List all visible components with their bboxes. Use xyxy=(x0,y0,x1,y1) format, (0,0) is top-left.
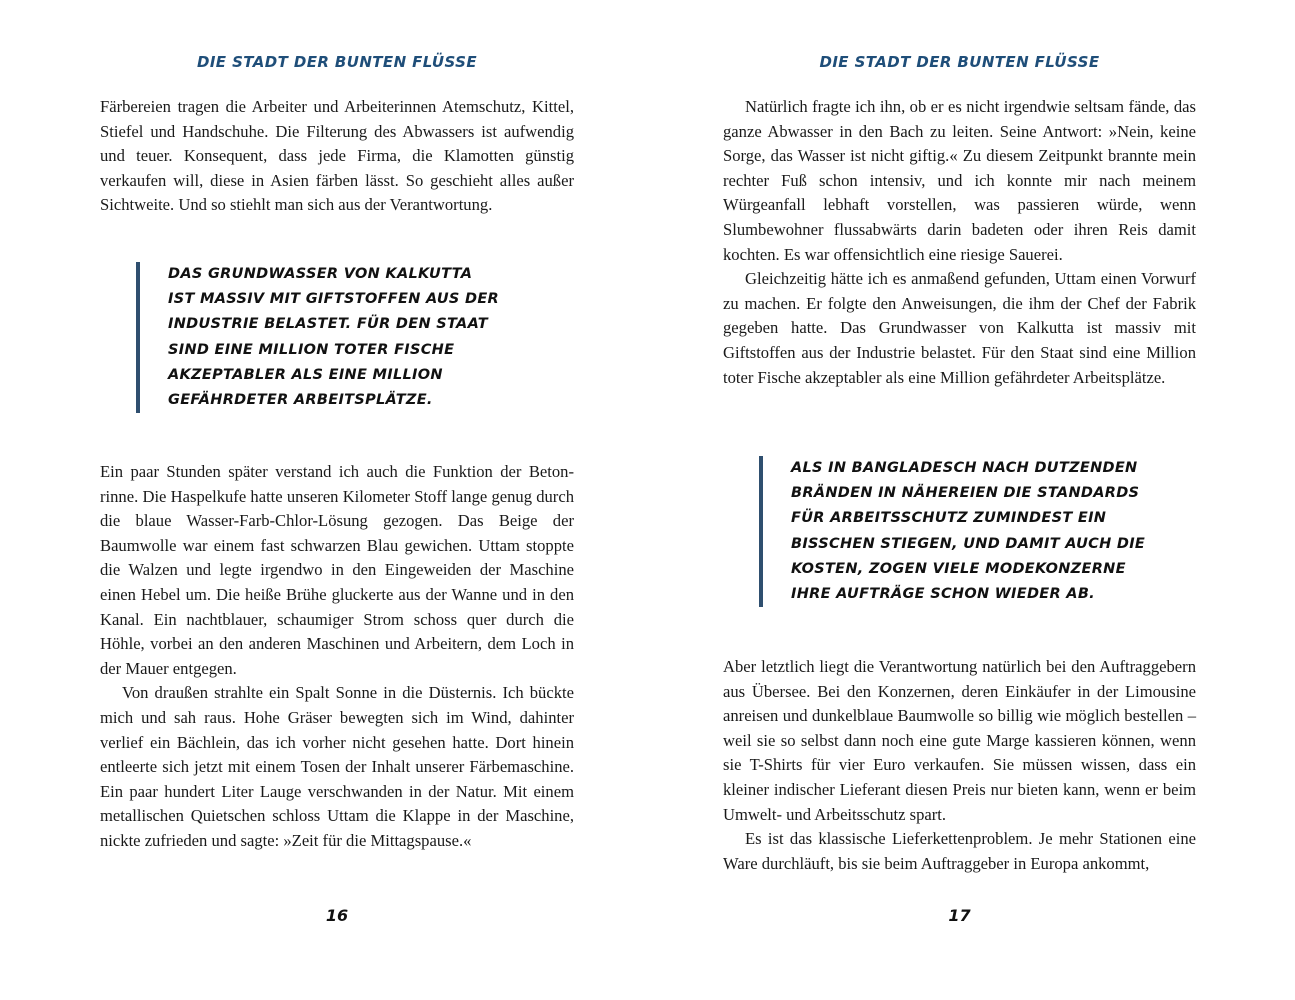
pullquote-line: SIND EINE MILLION TOTER FISCHE xyxy=(168,341,455,358)
pullquote-line: GEFÄHRDETER ARBEITSPLÄTZE. xyxy=(168,392,433,409)
right-pullquote xyxy=(759,456,1179,607)
right-page xyxy=(723,0,1196,1000)
pullquote-line: IHRE AUFTRÄGE SCHON WIEDER AB. xyxy=(791,586,1095,603)
left-main-text xyxy=(100,460,574,854)
pullquote-line: INDUSTRIE BELASTET. FÜR DEN STAAT xyxy=(168,316,488,333)
pullquote-line: DAS GRUNDWASSER VON KALKUTTA xyxy=(168,266,473,282)
pullquote-line: BRÄNDEN IN NÄHEREIEN DIE STANDARDS xyxy=(791,485,1140,502)
pullquote-line: AKZEPTABLER ALS EINE MILLION xyxy=(168,366,443,383)
page-number-right: 17 xyxy=(948,906,971,925)
running-head-right: DIE STADT DER BUNTEN FLÜSSE xyxy=(819,53,1100,71)
right-paragraph-1: Natürlich fragte ich ihn, ob er es nicht irgendwie seltsam fände, das ganze Abwasser in den Bach zu leiten. Seine Antwort: »Nein, keine Sorge, das Wasser ist nicht giftig.« Zu diesem Zeitpunkt brannte mein rechter Fuß schon intensiv, und ich konnte mir nach meinem Würgeanfall lebhaft vorstellen, was passieren würde, wenn Slumbewohner flussabwärts darin badeten oder ihren Reis damit kochten. Es war offensichtlich eine riesige Sauerei. xyxy=(723,97,1196,264)
right-top-text xyxy=(723,95,1196,390)
pullquote-line: BISSCHEN STIEGEN, UND DAMIT AUCH DIE xyxy=(791,535,1146,552)
pullquote-line: ALS IN BANGLADESCH NACH DUTZENDEN xyxy=(791,460,1138,476)
right-paragraph-3: Aber letztlich liegt die Verantwortung natürlich bei den Auftraggebern aus Übersee. Bei den Konzernen, deren Einkäufer in der Limousine anreisen und dunkelblaue Baumwolle so billig wie möglich bestellen – weil sie so selbst dann noch eine gute Marge kassieren können, wenn sie T-Shirts für vier Euro verkaufen. Sie müssen wissen, dass ein kleiner indischer Lieferant diesen Preis nur bieten kann, wenn er beim Umwelt- und Arbeitsschutz spart. xyxy=(723,657,1196,824)
left-paragraph-3: Von draußen strahlte ein Spalt Sonne in die Düsternis. Ich bückte mich und sah raus. Hohe Gräser bewegten sich im Wind, dahinter verlief ein Bächlein, das ich vorher nicht gesehen hatte. Dort hinein entleerte sich jetzt mit einem Tosen der Inhalt unserer Färbemaschine. Ein paar hundert Liter Lauge verschwanden in der Natur. Mit einem metallischen Quietschen schloss Uttam die Klappe in der Maschine, nickte zufrieden und sagte: »Zeit für die Mittagspause.« xyxy=(100,683,574,850)
left-paragraph-1: Färbereien tragen die Arbeiter und Arbeiterinnen Atemschutz, Kittel, Stiefel und Handschuhe. Die Filterung des Abwassers ist aufwendig und teuer. Konsequent, dass jede Firma, die Klamotten günstig verkaufen will, diese in Asien färben lässt. So geschieht alles außer Sichtweite. Und so stiehlt man sich aus der Verantwortung. xyxy=(100,97,574,215)
page-number-left: 16 xyxy=(325,906,349,925)
right-paragraph-2: Gleichzeitig hätte ich es anmaßend gefunden, Uttam einen Vorwurf zu machen. Er folgte den Anweisungen, die ihm der Chef der Fabrik gegeben hatte. Das Grundwasser von Kalkutta ist massiv mit Giftstoffen aus der Industrie belastet. Für den Staat sind eine Million toter Fische akzeptabler als eine Million gefährdeter Arbeitsplätze. xyxy=(723,269,1196,387)
left-top-text xyxy=(100,95,574,218)
left-pullquote xyxy=(136,262,556,413)
right-paragraph-4: Es ist das klassische Lieferkettenproblem. Je mehr Stationen eine Ware durchläuft, bis sie beim Auftraggeber in Europa ankommt, xyxy=(723,829,1196,873)
left-paragraph-2: Ein paar Stunden später verstand ich auch die Funktion der Betonrinne. Die Haspelkufe hatte unseren Kilometer Stoff lange genug durch die blaue Wasser-Farb-Chlor-Lösung gezogen. Das Beige der Baumwolle war einem fast schwarzen Blau gewichen. Uttam stoppte die Walzen und legte irgendwo in den Eingeweiden der Maschine einen Hebel um. Die heiße Brühe gluckerte aus der Wanne und in den Kanal. Ein nachtblauer, schaumiger Strom schoss quer durch die Höhle, vorbei an den anderen Maschinen und Arbeitern, dem Loch in der Mauer entgegen. xyxy=(100,462,574,678)
pullquote-line: IST MASSIV MIT GIFTSTOFFEN AUS DER xyxy=(168,291,500,308)
running-head-left: DIE STADT DER BUNTEN FLÜSSE xyxy=(196,53,478,71)
pullquote-line: FÜR ARBEITSSCHUTZ ZUMINDEST EIN xyxy=(791,510,1107,527)
pullquote-line: KOSTEN, ZOGEN VIELE MODEKONZERNE xyxy=(791,560,1126,577)
left-page xyxy=(100,0,574,1000)
right-main-text xyxy=(723,655,1196,876)
